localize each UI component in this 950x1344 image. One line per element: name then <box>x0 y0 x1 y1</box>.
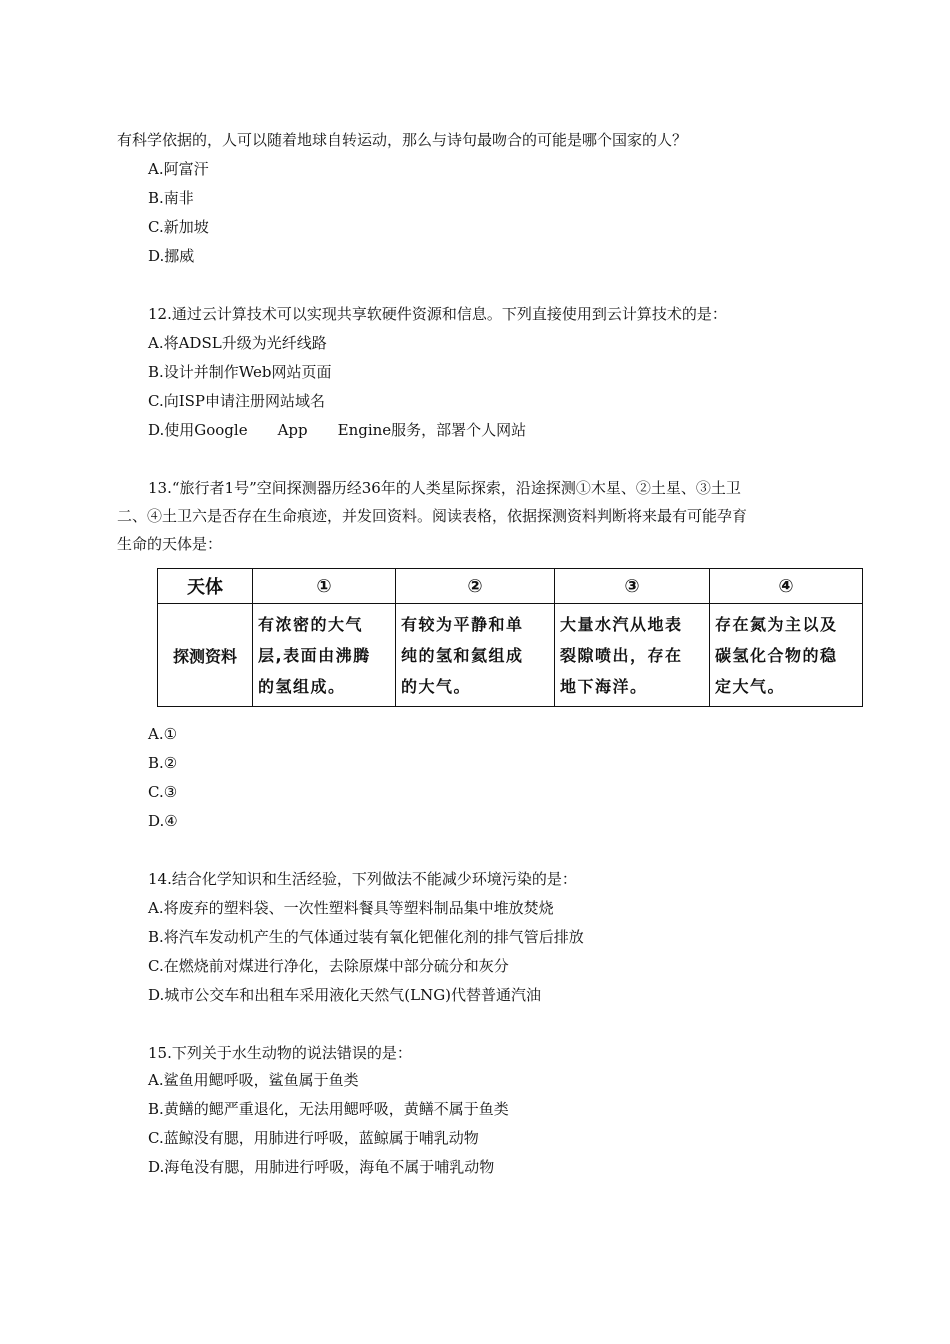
cell-4-line: 存在氮为主以及 <box>715 614 838 634</box>
q12-option-c: C.向ISP申请注册网站域名 <box>148 392 326 410</box>
header-col-3: ③ <box>555 569 710 604</box>
q13-stem-line1: 13.“旅行者1号”空间探测器历经36年的人类星际探索，沿途探测①木星、②土星、③土卫 <box>148 479 741 497</box>
q12-option-a: A.将ADSL升级为光纤线路 <box>148 334 327 352</box>
cell-3-line: 地下海洋。 <box>560 676 648 696</box>
q13-stem-line2: 二、④土卫六是否存在生命痕迹，并发回资料。阅读表格，依据探测资料判断将来最有可能孕育 <box>117 507 748 525</box>
q14-option-c: C.在燃烧前对煤进行净化，去除原煤中部分硫分和灰分 <box>148 957 509 975</box>
cell-2-line: 纯的氢和氦组成 <box>401 645 524 665</box>
header-col-1: ① <box>253 569 396 604</box>
cell-body-4 <box>710 604 863 707</box>
header-label-celestial-body: 天体 <box>158 569 253 604</box>
q13-stem-line3: 生命的天体是： <box>117 535 223 553</box>
q14-option-b: B.将汽车发动机产生的气体通过装有氧化钯催化剂的排气管后排放 <box>148 928 584 946</box>
cell-2-line: 有较为平静和单 <box>401 614 524 634</box>
cell-body-2 <box>396 604 555 707</box>
q13-option-a: A.① <box>148 725 178 743</box>
probe-data-table <box>157 568 863 707</box>
q11-option-b: B.南非 <box>148 189 194 207</box>
q13-option-d: D.④ <box>148 812 178 830</box>
cell-1-line: 的氢组成。 <box>258 676 346 696</box>
q11-option-a: A.阿富汗 <box>148 160 209 178</box>
q15-option-c: C.蓝鲸没有腮，用肺进行呼吸，蓝鲸属于哺乳动物 <box>148 1129 479 1147</box>
q15-option-a: A.鲨鱼用鳃呼吸，鲨鱼属于鱼类 <box>148 1071 359 1089</box>
q13-option-c: C.③ <box>148 783 178 801</box>
cell-body-1 <box>253 604 396 707</box>
q15-option-d: D.海龟没有腮，用肺进行呼吸，海龟不属于哺乳动物 <box>148 1158 495 1176</box>
cell-4-line: 碳氢化合物的稳 <box>715 645 838 665</box>
q14-option-d: D.城市公交车和出租车采用液化天然气(LNG)代替普通汽油 <box>148 986 542 1004</box>
row-label-probe-data: 探测资料 <box>158 604 253 707</box>
q15-stem: 15.下列关于水生动物的说法错误的是： <box>148 1044 412 1062</box>
header-col-2: ② <box>396 569 555 604</box>
q12-option-b: B.设计并制作Web网站页面 <box>148 363 332 381</box>
table-data-row <box>158 604 863 707</box>
cell-3-line: 裂隙喷出，存在 <box>560 645 683 665</box>
q13-option-b: B.② <box>148 754 178 772</box>
cell-body-3 <box>555 604 710 707</box>
q15-option-b: B.黄鳝的鳃严重退化，无法用鳃呼吸，黄鳝不属于鱼类 <box>148 1100 509 1118</box>
cell-1-line: 有浓密的大气 <box>258 614 364 634</box>
cell-1-line: 层,表面由沸腾 <box>258 645 371 665</box>
q11-option-c: C.新加坡 <box>148 218 209 236</box>
q12-stem: 12.通过云计算技术可以实现共享软硬件资源和信息。下列直接使用到云计算技术的是： <box>148 305 727 323</box>
q12-option-d: D.使用Google App Engine服务，部署个人网站 <box>148 421 527 439</box>
table-header-row <box>158 569 863 604</box>
cell-3-line: 大量水汽从地表 <box>560 614 683 634</box>
q14-stem: 14.结合化学知识和生活经验，下列做法不能减少环境污染的是： <box>148 870 577 888</box>
q14-option-a: A.将废弃的塑料袋、一次性塑料餐具等塑料制品集中堆放焚烧 <box>148 899 554 917</box>
q11-stem-end: 有科学依据的，人可以随着地球自转运动，那么与诗句最吻合的可能是哪个国家的人？ <box>117 131 688 149</box>
cell-4-line: 定大气。 <box>715 676 786 696</box>
q11-option-d: D.挪威 <box>148 247 195 265</box>
cell-2-line: 的大气。 <box>401 676 472 696</box>
header-col-4: ④ <box>710 569 863 604</box>
